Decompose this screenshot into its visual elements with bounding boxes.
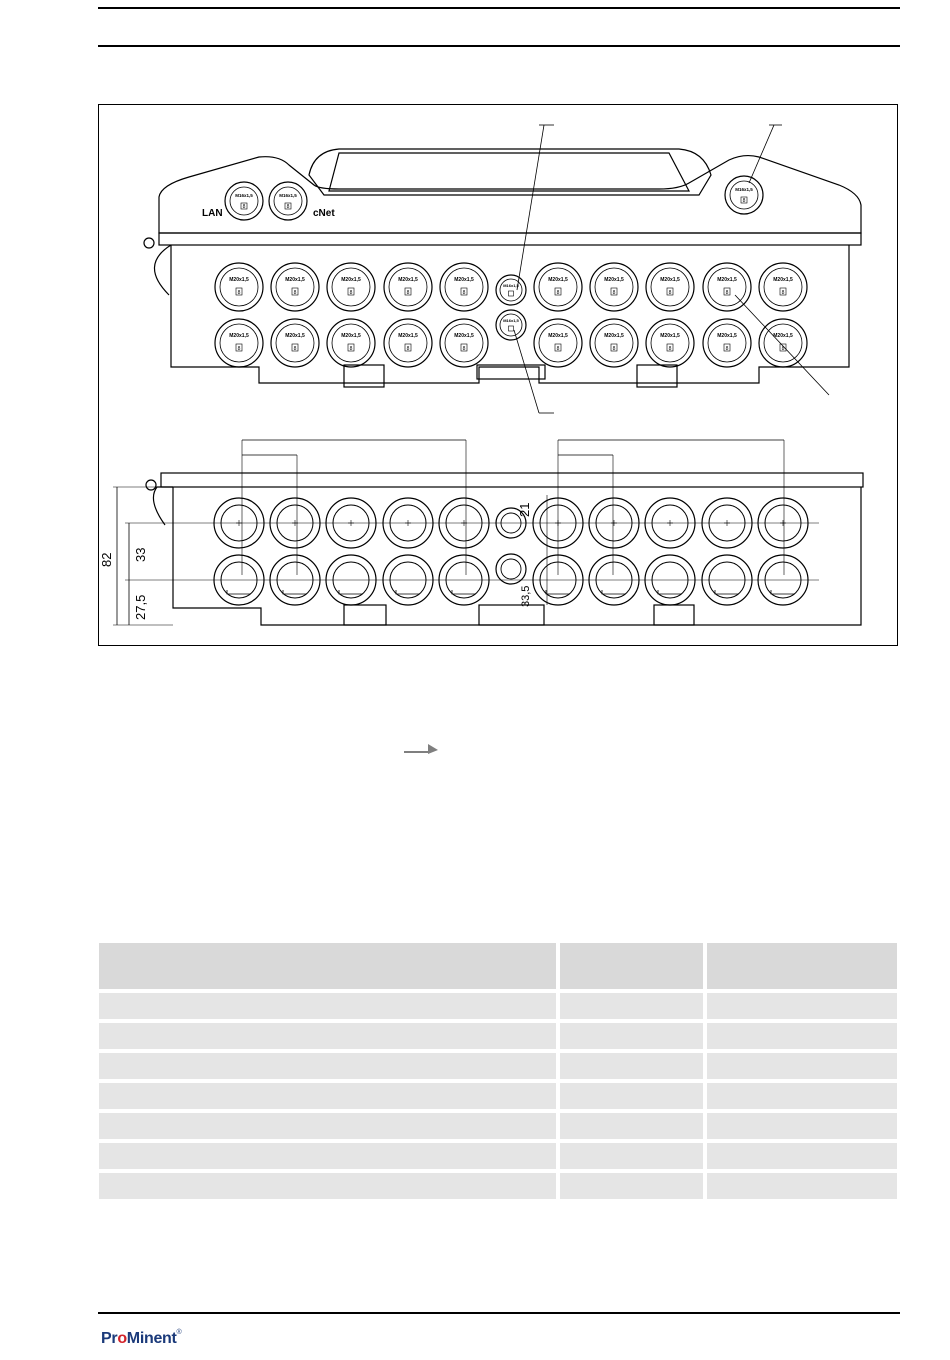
table-cell <box>560 1053 707 1083</box>
svg-text:8: 8 <box>668 290 672 296</box>
cable-gland-m20 <box>759 263 807 311</box>
dim-82-label: 82 <box>99 552 114 567</box>
table-cell <box>707 1083 897 1113</box>
cable-gland-m20 <box>327 263 375 311</box>
table-cell <box>707 1023 897 1053</box>
svg-text:8: 8 <box>725 290 729 296</box>
cable-gland-m20 <box>590 319 638 367</box>
top-view-cable-glands <box>215 176 807 367</box>
svg-text:M20x1,5: M20x1,5 <box>660 333 680 339</box>
gland-hole-small <box>496 554 526 584</box>
svg-text:8: 8 <box>742 198 746 204</box>
cable-gland-m20 <box>646 319 694 367</box>
table-cell <box>707 1173 897 1203</box>
lan-label: LAN <box>202 208 223 219</box>
table-cell <box>99 1143 560 1173</box>
svg-text:8: 8 <box>612 346 616 352</box>
cable-gland-lid <box>725 176 763 214</box>
specification-table <box>99 943 897 1203</box>
svg-text:8: 8 <box>406 290 410 296</box>
svg-text:8: 8 <box>237 346 241 352</box>
svg-text:8: 8 <box>293 290 297 296</box>
prominent-logo: ProMinent® <box>101 1329 182 1347</box>
arrow-right-icon <box>402 740 442 756</box>
svg-text:8: 8 <box>406 346 410 352</box>
table-row <box>99 1083 897 1113</box>
svg-text:M20x1,5: M20x1,5 <box>454 333 474 339</box>
hinge <box>154 245 171 295</box>
svg-text:M20x1,5: M20x1,5 <box>229 277 249 283</box>
svg-text:M20x1,5: M20x1,5 <box>717 333 737 339</box>
svg-text:M20x1,5: M20x1,5 <box>604 277 624 283</box>
cable-gland-m20 <box>759 319 807 367</box>
table-cell <box>560 1083 707 1113</box>
housing-drawing <box>99 105 899 647</box>
svg-text:8: 8 <box>781 346 785 352</box>
controller-housing-figure <box>98 104 898 646</box>
svg-text:8: 8 <box>237 290 241 296</box>
svg-text:8: 8 <box>349 290 353 296</box>
table-header-cell <box>560 943 707 993</box>
table-row <box>99 1023 897 1053</box>
cable-gland-m20 <box>703 319 751 367</box>
table-cell <box>560 1113 707 1143</box>
cable-gland-m16 <box>496 275 526 305</box>
bottom-view-cable-glands <box>214 498 808 605</box>
table-cell <box>99 1023 560 1053</box>
cable-gland-m20 <box>271 263 319 311</box>
table-cell <box>99 1053 560 1083</box>
dim-21-label: 21 <box>517 502 532 517</box>
table-cell <box>99 1083 560 1113</box>
table-row <box>99 1113 897 1143</box>
cable-gland-m20 <box>215 263 263 311</box>
table-cell <box>707 1143 897 1173</box>
svg-text:8: 8 <box>349 346 353 352</box>
svg-text:M20x1,5: M20x1,5 <box>548 333 568 339</box>
table-header-cell <box>99 943 560 993</box>
table-cell <box>560 1173 707 1203</box>
footer-rule <box>98 1312 900 1314</box>
svg-text:M20x1,5: M20x1,5 <box>285 277 305 283</box>
svg-text:M20x1,5: M20x1,5 <box>285 333 305 339</box>
svg-text:8: 8 <box>462 290 466 296</box>
table-cell <box>560 1023 707 1053</box>
cable-gland-m16 <box>496 310 526 340</box>
cable-gland-m20 <box>215 319 263 367</box>
cable-gland-m20 <box>384 263 432 311</box>
table-row <box>99 993 897 1023</box>
display-window <box>309 149 711 195</box>
cable-gland-m20 <box>440 263 488 311</box>
cable-gland-lid <box>269 182 307 220</box>
svg-text:8: 8 <box>462 346 466 352</box>
svg-text:M20x1,5: M20x1,5 <box>229 333 249 339</box>
cable-gland-m20 <box>534 319 582 367</box>
dim-27-5-label: 27,5 <box>133 594 148 620</box>
table-row <box>99 1053 897 1083</box>
table-header-cell <box>707 943 897 993</box>
table-cell <box>99 1113 560 1143</box>
table-cell <box>560 1143 707 1173</box>
svg-text:8: 8 <box>612 290 616 296</box>
table-cell <box>560 993 707 1023</box>
cable-gland-m20 <box>271 319 319 367</box>
table-header-row <box>99 943 897 993</box>
header-rule-bottom <box>98 45 900 47</box>
svg-text:8: 8 <box>556 346 560 352</box>
svg-text:M20x1,5: M20x1,5 <box>717 277 737 283</box>
table-cell <box>99 1173 560 1203</box>
table-cell <box>707 1053 897 1083</box>
svg-text:M20x1,5: M20x1,5 <box>398 333 418 339</box>
svg-text:M20x1,5: M20x1,5 <box>773 333 793 339</box>
svg-text:8: 8 <box>286 204 290 210</box>
cable-gland-m20 <box>327 319 375 367</box>
svg-text:M16x1,5: M16x1,5 <box>279 193 297 198</box>
cable-gland-m20 <box>384 319 432 367</box>
svg-text:M16x1,5: M16x1,5 <box>735 187 753 192</box>
svg-text:M16x1,5: M16x1,5 <box>235 193 253 198</box>
svg-text:8: 8 <box>781 290 785 296</box>
cable-gland-m20 <box>440 319 488 367</box>
svg-text:M20x1,5: M20x1,5 <box>548 277 568 283</box>
svg-text:8: 8 <box>242 204 246 210</box>
svg-text:M16x1,5: M16x1,5 <box>503 283 519 288</box>
svg-text:M16x1,5: M16x1,5 <box>503 318 519 323</box>
table-row <box>99 1173 897 1203</box>
table-cell <box>707 993 897 1023</box>
header-rule-top <box>98 7 900 9</box>
table-cell <box>707 1113 897 1143</box>
table-cell <box>99 993 560 1023</box>
table-row <box>99 1143 897 1173</box>
svg-text:M20x1,5: M20x1,5 <box>660 277 680 283</box>
cable-gland-m20 <box>534 263 582 311</box>
dim-33-5-label: 33,5 <box>520 585 532 607</box>
cable-gland-lid <box>225 182 263 220</box>
svg-text:M20x1,5: M20x1,5 <box>454 277 474 283</box>
svg-text:M20x1,5: M20x1,5 <box>398 277 418 283</box>
cnet-label: cNet <box>313 208 335 219</box>
svg-text:M20x1,5: M20x1,5 <box>341 277 361 283</box>
svg-text:8: 8 <box>556 290 560 296</box>
svg-text:8: 8 <box>293 346 297 352</box>
cable-gland-m20 <box>590 263 638 311</box>
cable-gland-m20 <box>646 263 694 311</box>
svg-text:M20x1,5: M20x1,5 <box>341 333 361 339</box>
svg-text:M20x1,5: M20x1,5 <box>773 277 793 283</box>
dim-33-label: 33 <box>133 547 148 562</box>
svg-text:8: 8 <box>668 346 672 352</box>
svg-text:8: 8 <box>725 346 729 352</box>
svg-text:M20x1,5: M20x1,5 <box>604 333 624 339</box>
